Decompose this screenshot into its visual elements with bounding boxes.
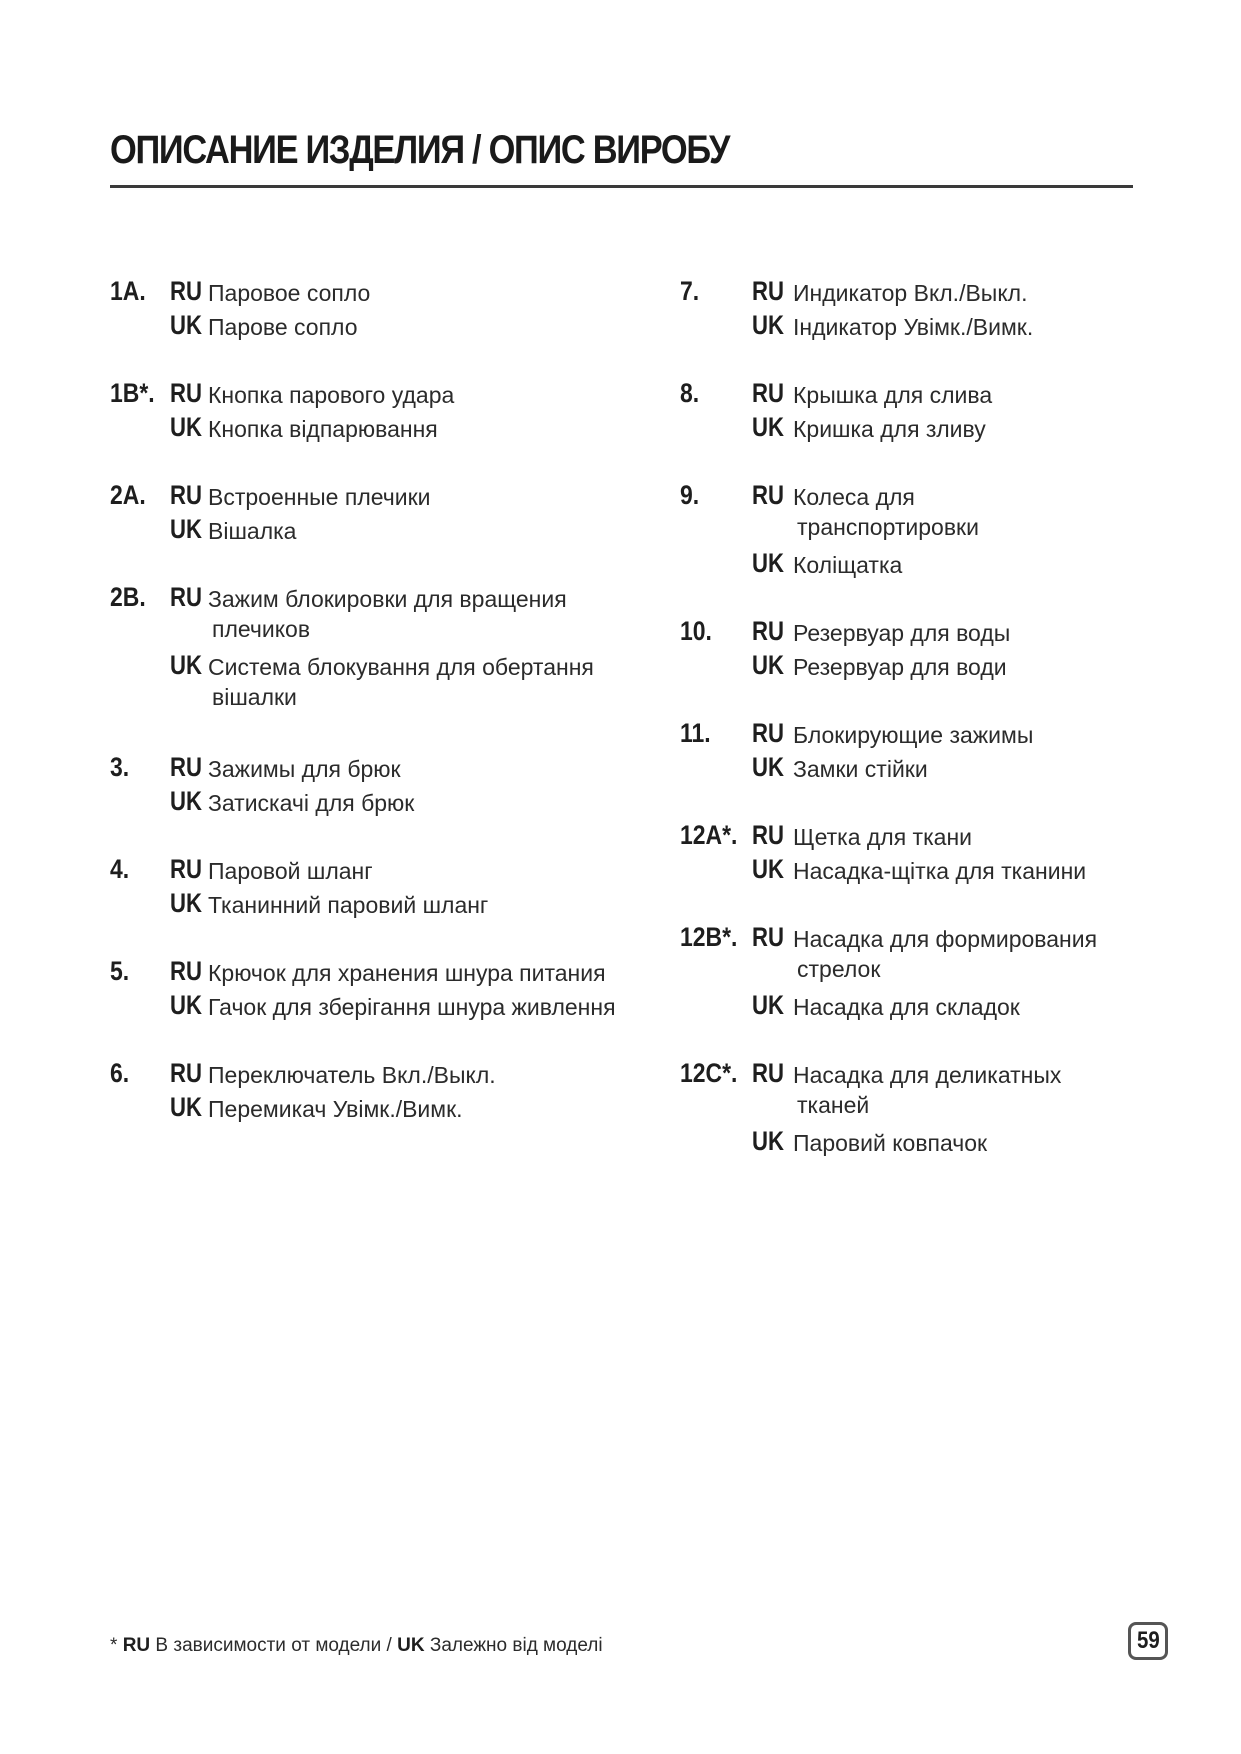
item-number: 12C*. — [680, 1058, 738, 1088]
item-line-uk — [110, 412, 670, 446]
parts-list-item — [110, 378, 670, 446]
lang-label-uk: UK — [170, 990, 202, 1020]
lang-label-ru: RU — [170, 378, 202, 408]
item-line-uk — [110, 650, 670, 684]
lang-label-ru: RU — [752, 1058, 784, 1088]
parts-list-left — [110, 276, 670, 1160]
page-number — [1128, 1622, 1168, 1660]
item-line-ru — [110, 276, 670, 310]
parts-list-item — [680, 718, 1220, 786]
item-line-ru — [680, 480, 1220, 514]
lang-label-uk: UK — [170, 514, 202, 544]
item-text-uk: Перемикач Увімк./Вимк. — [208, 1096, 463, 1122]
lang-label-uk: UK — [752, 1126, 784, 1156]
item-number: 3. — [110, 752, 130, 782]
item-text-ru: Резервуар для воды — [793, 620, 1011, 646]
lang-label-ru: RU — [170, 956, 202, 986]
item-number: 2B. — [110, 582, 146, 612]
item-text-ru: Встроенные плечики — [208, 484, 431, 510]
item-line-ru — [680, 1092, 1220, 1126]
item-number: 2A. — [110, 480, 146, 510]
lang-label-ru: RU — [752, 922, 784, 952]
footnote-uk-label: UK — [397, 1635, 425, 1656]
item-line-uk — [680, 548, 1220, 582]
item-text-ru: Индикатор Вкл./Выкл. — [793, 280, 1028, 306]
item-text-ru: Насадка для формирования — [793, 926, 1098, 952]
item-line-ru — [680, 1058, 1220, 1092]
item-line-uk — [680, 650, 1220, 684]
item-text-uk: Кнопка відпарювання — [208, 416, 438, 442]
parts-list-item — [680, 378, 1220, 446]
lang-label-ru: RU — [170, 276, 202, 306]
item-text-uk: Затискачі для брюк — [208, 790, 415, 816]
item-number: 6. — [110, 1058, 130, 1088]
parts-list-item — [110, 1058, 670, 1126]
item-number: 1A. — [110, 276, 146, 306]
lang-label-uk: UK — [752, 990, 784, 1020]
lang-label-ru: RU — [170, 1058, 202, 1088]
item-line-uk — [680, 752, 1220, 786]
item-text-uk: Резервуар для води — [793, 654, 1007, 680]
item-number: 12A*. — [680, 820, 738, 850]
item-text-uk-cont: вішалки — [212, 684, 297, 710]
item-line-ru — [680, 956, 1220, 990]
footnote-uk-text: Залежно від моделі — [429, 1635, 603, 1656]
item-number: 5. — [110, 956, 130, 986]
lang-label-ru: RU — [170, 480, 202, 510]
item-number: 7. — [680, 276, 700, 306]
item-text-ru: Щетка для ткани — [793, 824, 973, 850]
parts-list-item — [110, 480, 670, 548]
parts-list-item — [680, 276, 1220, 344]
item-line-uk — [110, 888, 670, 922]
parts-list-item — [110, 956, 670, 1024]
item-number: 12B*. — [680, 922, 738, 952]
item-text-uk: Гачок для зберігання шнура живлення — [208, 994, 616, 1020]
item-text-ru-cont: тканей — [797, 1092, 870, 1118]
parts-list-item — [680, 820, 1220, 888]
item-text-uk: Кришка для зливу — [793, 416, 986, 442]
item-text-uk: Тканинний паровий шланг — [208, 892, 489, 918]
item-line-uk — [680, 412, 1220, 446]
item-line-ru — [680, 718, 1220, 752]
title-rule — [110, 185, 1133, 188]
item-line-ru — [110, 854, 670, 888]
parts-list-item — [680, 922, 1220, 1024]
item-line-uk — [110, 990, 670, 1024]
item-text-uk: Паровий ковпачок — [793, 1130, 988, 1156]
item-number: 10. — [680, 616, 712, 646]
item-text-uk: Вішалка — [208, 518, 297, 544]
lang-label-uk: UK — [170, 650, 202, 680]
item-line-ru — [110, 582, 670, 616]
lang-label-uk: UK — [170, 310, 202, 340]
parts-list-item — [680, 1058, 1220, 1160]
parts-list-item — [110, 752, 670, 820]
lang-label-uk: UK — [170, 786, 202, 816]
item-line-uk — [680, 1126, 1220, 1160]
lang-label-ru: RU — [170, 752, 202, 782]
lang-label-ru: RU — [752, 276, 784, 306]
item-line-uk — [680, 990, 1220, 1024]
item-line-ru — [110, 480, 670, 514]
parts-list-item — [110, 854, 670, 922]
item-text-uk: Індикатор Увімк./Вимк. — [793, 314, 1034, 340]
item-text-ru: Паровое сопло — [208, 280, 371, 306]
item-text-ru: Колеса для — [793, 484, 915, 510]
item-text-uk: Коліщатка — [793, 552, 903, 578]
item-text-ru-cont: стрелок — [797, 956, 881, 982]
lang-label-uk: UK — [752, 412, 784, 442]
item-number: 11. — [680, 718, 711, 748]
item-line-ru — [680, 616, 1220, 650]
page-number-text: 59 — [1136, 1627, 1160, 1654]
parts-list-item — [110, 582, 670, 718]
lang-label-ru: RU — [752, 616, 784, 646]
item-text-ru: Крючок для хранения шнура питания — [208, 960, 606, 986]
item-text-uk: Парове сопло — [208, 314, 358, 340]
item-line-uk — [110, 684, 670, 718]
footnote-ru-text: В зависимости от модели / — [155, 1635, 392, 1656]
item-text-ru: Блокирующие зажимы — [793, 722, 1034, 748]
item-number: 1B*. — [110, 378, 155, 408]
item-text-uk: Насадка для складок — [793, 994, 1020, 1020]
footnote-ru-label: RU — [122, 1635, 151, 1656]
lang-label-ru: RU — [752, 820, 784, 850]
item-line-ru — [680, 276, 1220, 310]
lang-label-ru: RU — [752, 378, 784, 408]
parts-list-right — [680, 276, 1220, 1194]
lang-label-uk: UK — [752, 310, 784, 340]
item-text-uk: Система блокування для обертання — [208, 654, 594, 680]
item-line-ru — [680, 514, 1220, 548]
item-text-ru: Зажимы для брюк — [208, 756, 401, 782]
item-line-uk — [110, 1092, 670, 1126]
item-line-ru — [110, 378, 670, 412]
item-text-ru: Зажим блокировки для вращения — [208, 586, 567, 612]
item-text-uk: Насадка-щітка для тканини — [793, 858, 1087, 884]
item-line-ru — [110, 616, 670, 650]
lang-label-ru: RU — [170, 582, 202, 612]
item-line-uk — [110, 310, 670, 344]
item-text-uk: Замки стійки — [793, 756, 928, 782]
item-number: 4. — [110, 854, 130, 884]
item-text-ru-cont: плечиков — [212, 616, 311, 642]
lang-label-uk: UK — [170, 888, 202, 918]
item-number: 8. — [680, 378, 700, 408]
item-line-ru — [110, 956, 670, 990]
lang-label-uk: UK — [752, 854, 784, 884]
parts-list-item — [680, 480, 1220, 582]
parts-list-item — [110, 276, 670, 344]
item-line-uk — [680, 854, 1220, 888]
item-text-ru: Переключатель Вкл./Выкл. — [208, 1062, 496, 1088]
item-line-ru — [680, 922, 1220, 956]
lang-label-uk: UK — [170, 412, 202, 442]
item-line-uk — [680, 310, 1220, 344]
lang-label-ru: RU — [170, 854, 202, 884]
item-line-ru — [680, 820, 1220, 854]
page-title: ОПИСАНИЕ ИЗДЕЛИЯ / ОПИС ВИРОБУ — [110, 128, 730, 172]
footnote — [110, 1635, 603, 1657]
item-text-ru: Кнопка парового удара — [208, 382, 455, 408]
lang-label-uk: UK — [170, 1092, 202, 1122]
item-number: 9. — [680, 480, 700, 510]
item-line-uk — [110, 514, 670, 548]
lang-label-uk: UK — [752, 752, 784, 782]
parts-list-item — [680, 616, 1220, 684]
lang-label-ru: RU — [752, 480, 784, 510]
lang-label-ru: RU — [752, 718, 784, 748]
item-text-ru: Насадка для деликатных — [793, 1062, 1062, 1088]
lang-label-uk: UK — [752, 548, 784, 578]
footnote-star: * — [110, 1635, 118, 1656]
item-line-ru — [680, 378, 1220, 412]
item-line-uk — [110, 786, 670, 820]
lang-label-uk: UK — [752, 650, 784, 680]
item-text-ru: Крышка для слива — [793, 382, 993, 408]
item-text-ru: Паровой шланг — [208, 858, 373, 884]
item-line-ru — [110, 752, 670, 786]
item-line-ru — [110, 1058, 670, 1092]
item-text-ru-cont: транспортировки — [797, 514, 979, 540]
